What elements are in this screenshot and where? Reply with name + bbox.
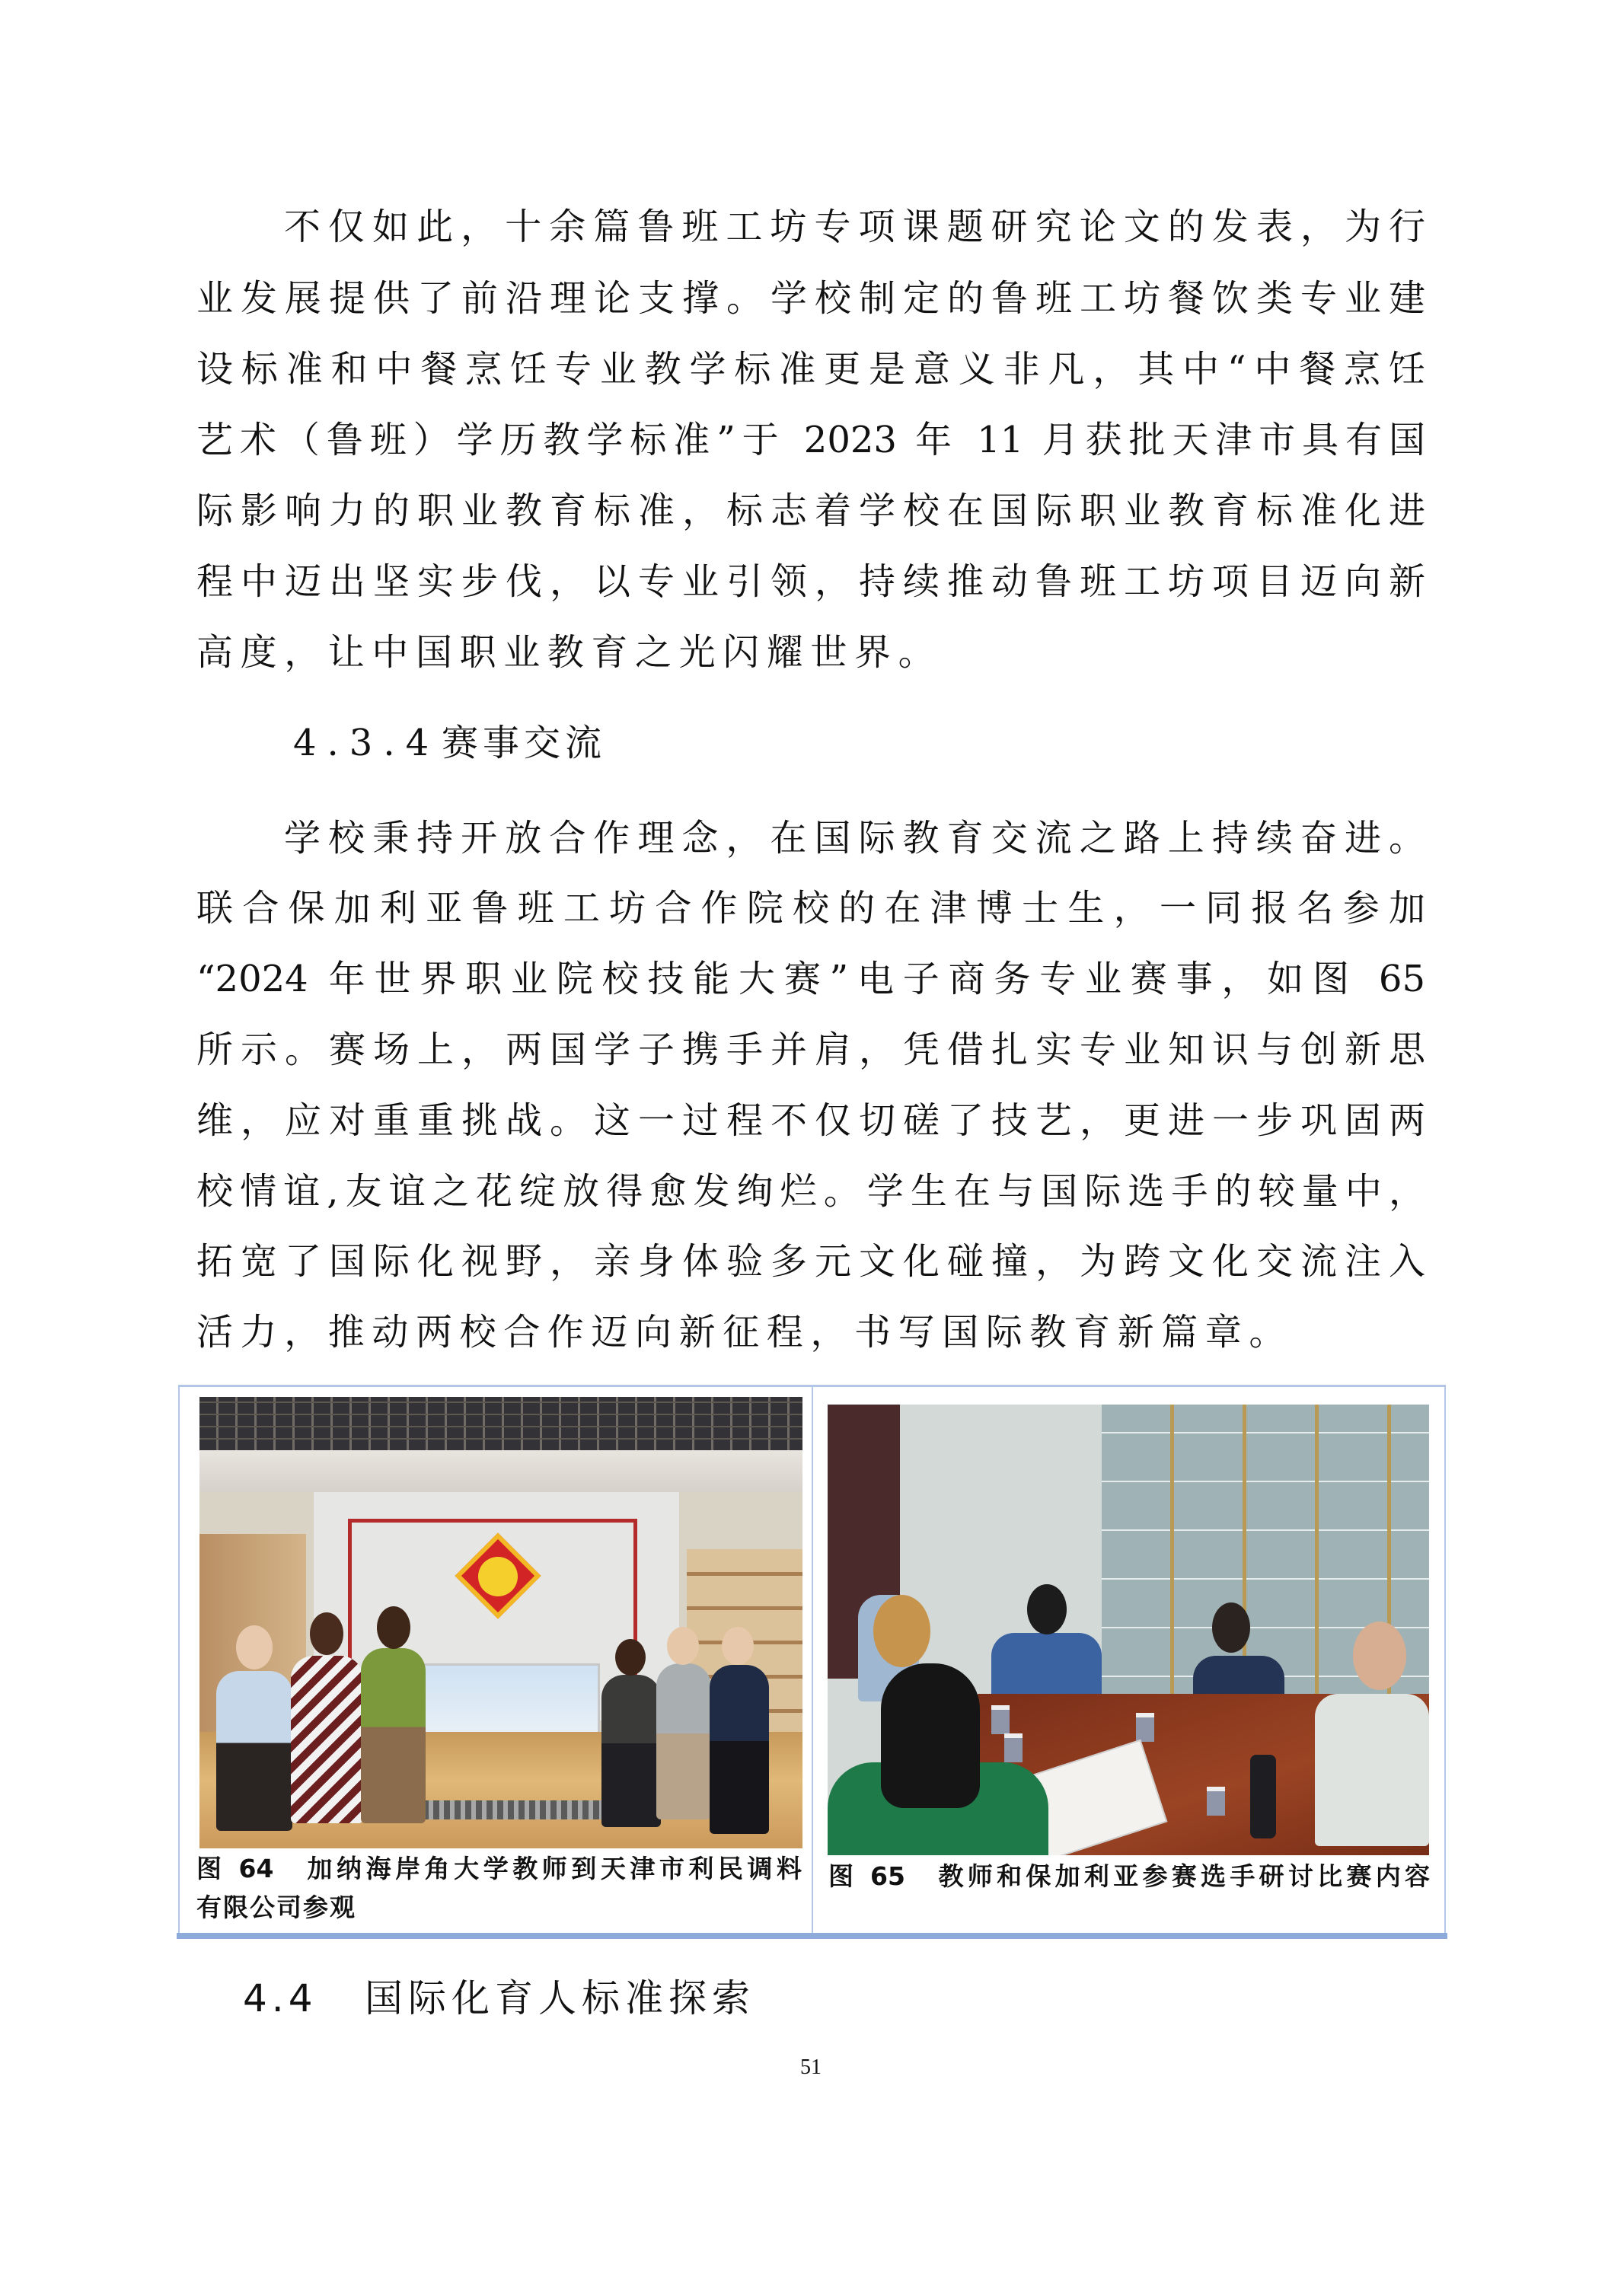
paragraph-2-line-4: 所示。赛场上，两国学子携手并肩，凭借扎实专业知识与创新思 <box>196 1028 1425 1071</box>
paragraph-2-line-6: 校情谊,友谊之花绽放得愈发绚烂。学生在与国际选手的较量中， <box>196 1170 1425 1213</box>
person-4 <box>601 1675 661 1827</box>
ceiling-soffit <box>199 1450 802 1492</box>
paragraph-1-line-7: 高度，让中国职业教育之光闪耀世界。 <box>196 631 943 674</box>
person-grey-sweater <box>1315 1694 1429 1846</box>
person-6 <box>710 1665 769 1834</box>
section-heading-4-3-4 <box>293 720 606 766</box>
paragraph-2-line-7: 拓宽了国际化视野，亲身体验多元文化碰撞，为跨文化交流注入 <box>196 1240 1425 1283</box>
cup <box>1004 1733 1023 1762</box>
paragraph-1-line-1: 不仅如此，十余篇鲁班工坊专项课题研究论文的发表，为行 <box>284 206 1425 248</box>
cup <box>1136 1713 1154 1742</box>
figure-table-divider <box>812 1386 813 1934</box>
person-grey-sweater-head <box>1353 1622 1406 1690</box>
person-1-head <box>236 1625 273 1669</box>
section-title: 国际化育人标准探索 <box>365 1976 755 2020</box>
person-3-head <box>377 1606 410 1649</box>
figure-table-bottom-rule <box>177 1933 1447 1939</box>
paragraph-1-line-2: 业发展提供了前沿理论支撑。学校制定的鲁班工坊餐饮类专业建 <box>196 277 1425 320</box>
paragraph-2-line-1: 学校秉持开放合作理念，在国际教育交流之路上持续奋进。 <box>284 817 1425 859</box>
ceiling-grid-lines <box>199 1397 802 1450</box>
cup <box>1207 1787 1225 1816</box>
figure-65-photo <box>828 1405 1429 1855</box>
person-3 <box>361 1648 426 1823</box>
water-bottle <box>1250 1755 1276 1838</box>
paragraph-2-line-2: 联合保加利亚鲁班工坊合作院校的在津博士生，一同报名参加 <box>196 887 1425 930</box>
person-2 <box>291 1656 363 1823</box>
person-6-head <box>722 1627 754 1665</box>
person-navy-jacket-head <box>1212 1602 1250 1653</box>
paragraph-1-line-5: 际影响力的职业教育标准，标志着学校在国际职业教育标准化进 <box>196 489 1425 532</box>
person-green-jacket-hair <box>881 1663 980 1808</box>
figure-65-caption: 图 65 教师和保加利亚参赛选手研讨比赛内容 <box>828 1861 1430 1891</box>
limin-logo-center <box>478 1557 518 1596</box>
page-number: 51 <box>800 2055 822 2079</box>
paragraph-2-line-5: 维，应对重重挑战。这一过程不仅切磋了技艺，更进一步巩固两 <box>196 1099 1425 1142</box>
figure-64-photo <box>199 1397 802 1848</box>
person-blonde-head <box>873 1595 930 1667</box>
section-heading-4-4 <box>243 1974 755 2023</box>
person-2-head <box>310 1612 343 1655</box>
section-title: 赛事交流 <box>442 722 607 764</box>
section-number: 4.3.4 <box>293 722 440 764</box>
person-5 <box>656 1663 711 1819</box>
person-blue-jacket-head <box>1027 1584 1067 1634</box>
paragraph-1-line-6: 程中迈出坚实步伐，以专业引领，持续推动鲁班工坊项目迈向新 <box>196 560 1425 603</box>
person-4-head <box>615 1639 646 1676</box>
section-number: 4.4 <box>243 1976 317 2020</box>
paragraph-1-line-4: 艺术（鲁班）学历教学标准”于 2023 年 11 月获批天津市具有国 <box>196 419 1425 461</box>
paragraph-2-line-8: 活力，推动两校合作迈向新征程，书写国际教育新篇章。 <box>196 1311 1294 1354</box>
cup <box>991 1705 1010 1734</box>
figure-64-caption-line-1: 图 64 加纳海岸角大学教师到天津市利民调料 <box>196 1854 802 1883</box>
figure-64-caption-line-2: 有限公司参观 <box>196 1893 356 1922</box>
paragraph-2-line-3: “2024 年世界职业院校技能大赛”电子商务专业赛事，如图 65 <box>196 958 1425 1000</box>
person-5-head <box>667 1627 699 1665</box>
person-1 <box>216 1671 292 1831</box>
paragraph-1-line-3: 设标准和中餐烹饪专业教学标准更是意义非凡，其中“中餐烹饪 <box>196 348 1425 391</box>
